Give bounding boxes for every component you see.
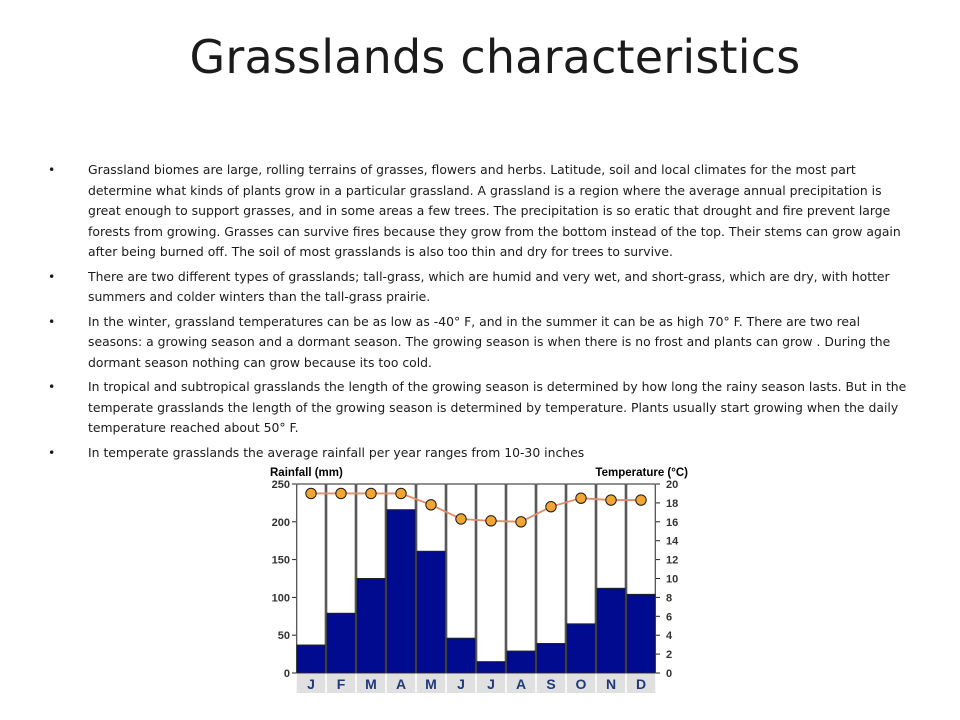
temperature-point — [366, 488, 376, 498]
bullet-glyph: • — [48, 444, 56, 460]
left-axis-tick-label: 100 — [271, 592, 290, 605]
rainfall-bar — [447, 638, 476, 673]
temperature-point — [636, 495, 646, 505]
bullet-glyph: • — [48, 379, 56, 394]
bullet-text: In the winter, grassland temperatures can be as low as -40° F, and in the summer it can be as high 70° F. There are two real seasons: a growing season and a dormant season. The growing season is when there is no frost and plants can grow . During the dormant season nothing can grow because its too cold. — [88, 313, 891, 370]
bullet-item — [48, 267, 908, 308]
rainfall-bar — [507, 651, 536, 673]
temperature-point — [606, 495, 616, 505]
temperature-point — [516, 517, 526, 527]
temperature-point — [336, 488, 346, 498]
right-axis-tick-label: 0 — [666, 668, 673, 680]
month-label: S — [546, 676, 556, 692]
temperature-point — [456, 514, 466, 524]
rainfall-bar — [567, 624, 596, 673]
bullet-glyph: • — [48, 313, 56, 329]
right-axis-tick-label: 4 — [666, 630, 673, 643]
month-label: N — [605, 676, 617, 692]
temperature-point — [426, 500, 436, 510]
rainfall-bar — [297, 645, 326, 673]
month-label: A — [395, 676, 407, 692]
rainfall-bar — [417, 551, 446, 673]
rainfall-bar — [597, 588, 626, 673]
rainfall-bar — [627, 594, 656, 673]
month-label: A — [515, 676, 527, 692]
left-axis-tick-label: 250 — [271, 479, 290, 491]
right-axis-tick-label: 6 — [666, 611, 673, 624]
month-label: O — [575, 676, 587, 692]
left-axis-tick-label: 200 — [271, 516, 290, 529]
month-label: D — [635, 676, 647, 692]
climate-chart — [258, 460, 698, 700]
rainfall-bar — [327, 613, 356, 673]
bullet-text: In tropical and subtropical grasslands the length of the growing season is determined by how long the rainy season lasts. But in the temperate grasslands the length of the growing season is determined by temperature. Plants usually start growing when the daily temperature reached about 50° F. — [88, 379, 907, 435]
bullet-text: In temperate grasslands the average rainfall per year ranges from 10-30 inches — [88, 444, 585, 460]
temperature-point — [546, 501, 556, 511]
month-label: J — [457, 676, 465, 692]
month-label: M — [425, 676, 437, 692]
y-axis-label-right: Temperature (°C) — [595, 467, 688, 479]
bullet-text: Grassland biomes are large, rolling terrains of grasses, flowers and herbs. Latitude, soil and local climates for the most part determine what kinds of plants grow in a particular grassland. A grassland is a region where the average annual precipitation is great enough to support grasses, and in some areas a few trees. The precipitation is so eratic that drought and fire prevent large forests from growing. Grasses can survive fires because they grow from the bottom instead of the top. Their stems can grow again after being burned off. The soil of most grasslands is also too thin and dry for trees to survive. — [88, 162, 901, 259]
rainfall-bar — [477, 662, 506, 673]
temperature-point — [576, 493, 586, 503]
right-axis-tick-label: 20 — [666, 479, 679, 491]
bullet-glyph: • — [48, 162, 56, 177]
temperature-point — [486, 516, 496, 526]
bullet-item — [48, 160, 908, 263]
month-label: F — [336, 676, 346, 692]
rainfall-bar — [387, 510, 416, 673]
month-label: J — [307, 676, 315, 692]
month-label: J — [487, 676, 495, 692]
left-axis-tick-label: 50 — [277, 630, 290, 643]
bullet-list — [48, 160, 908, 467]
left-axis-tick-label: 0 — [283, 668, 290, 680]
left-axis-tick-label: 150 — [271, 554, 290, 567]
right-axis-tick-label: 8 — [666, 592, 673, 605]
temperature-point — [306, 488, 316, 498]
y-axis-label-left: Rainfall (mm) — [270, 467, 343, 479]
right-axis-tick-label: 18 — [666, 497, 679, 510]
month-column — [477, 484, 506, 673]
bullet-item — [48, 312, 908, 374]
bullet-glyph: • — [48, 268, 56, 284]
rainfall-bar — [537, 644, 566, 673]
right-axis-tick-label: 16 — [666, 516, 679, 529]
month-column — [507, 484, 536, 673]
month-label: M — [365, 676, 377, 692]
right-axis-tick-label: 14 — [666, 535, 679, 548]
right-axis-tick-label: 10 — [666, 573, 679, 586]
bullet-item — [48, 377, 908, 439]
rainfall-bar — [357, 579, 386, 674]
right-axis-tick-label: 12 — [666, 554, 679, 567]
slide-title: Grasslands characteristics — [189, 30, 801, 84]
temperature-point — [396, 488, 406, 498]
bullet-text: There are two different types of grasslands; tall-grass, which are humid and very wet, and short-grass, which are dry, with hotter summers and colder winters than the tall-grass prairie. — [88, 268, 890, 304]
right-axis-tick-label: 2 — [666, 649, 673, 662]
